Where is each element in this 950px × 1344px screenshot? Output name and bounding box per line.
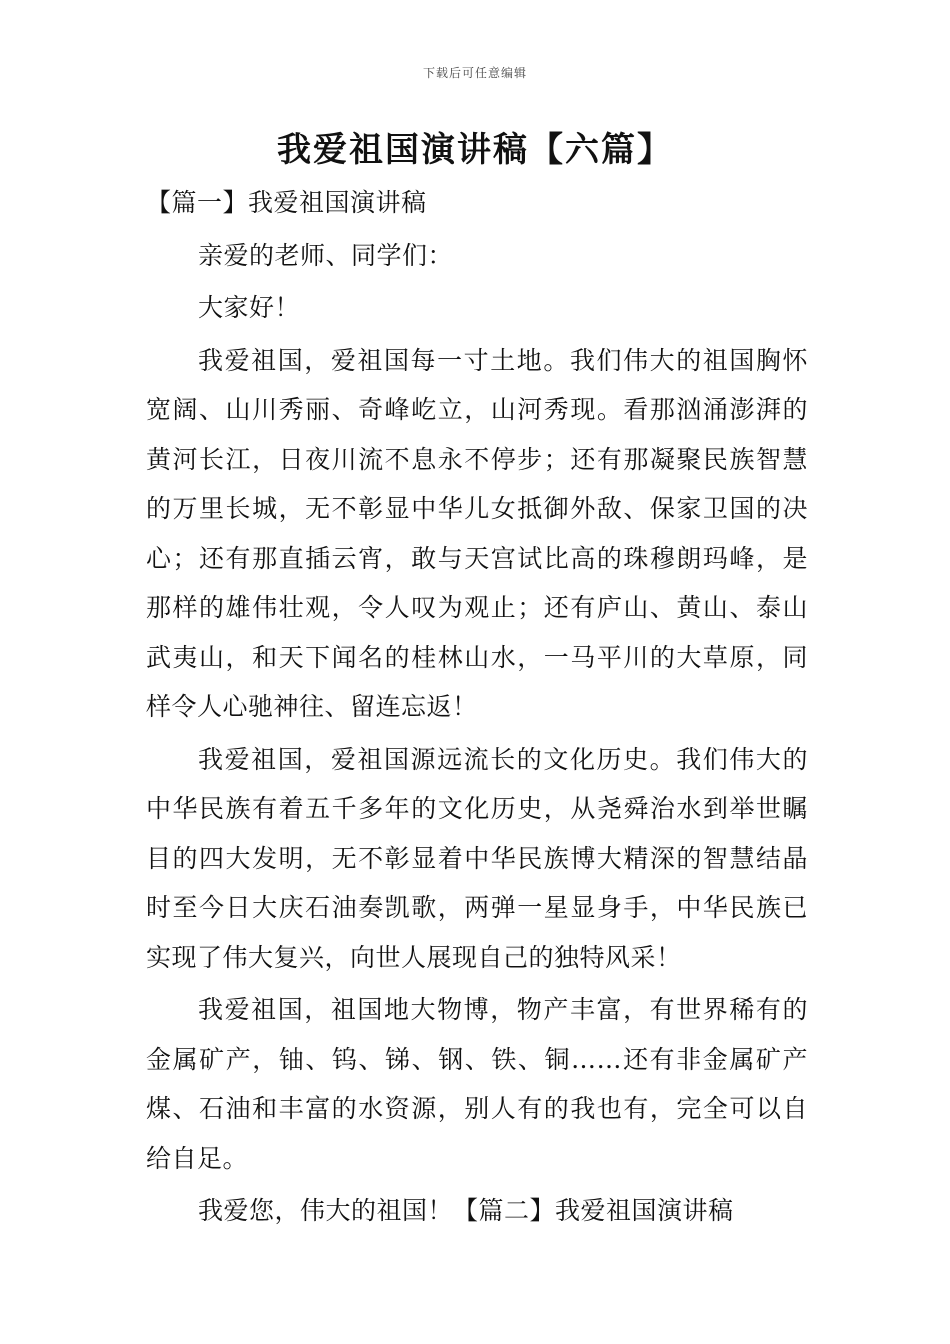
section-heading-1: 【篇一】我爱祖国演讲稿 — [146, 188, 427, 217]
paragraph-3: 我爱祖国，祖国地大物博，物产丰富，有世界稀有的金属矿产，铀、钨、锑、钢、铁、铜……还有非金属矿产煤、石油和丰富的水资源，别人有的我也有，完全可以自给自足。 — [146, 995, 808, 1173]
closing-line: 我爱您，伟大的祖国！【篇二】我爱祖国演讲稿 — [198, 1196, 734, 1225]
greeting-line: 亲爱的老师、同学们： — [198, 240, 454, 270]
paragraph-1: 我爱祖国，爱祖国每一寸土地。我们伟大的祖国胸怀宽阔、山川秀丽、奇峰屹立，山河秀现。看那汹涌澎湃的黄河长江，日夜川流不息永不停步；还有那凝聚民族智慧的万里长城，无不彰显中华儿女抵御外敌、保家卫国的决心；还有那直插云宵，敢与天宫试比高的珠穆朗玛峰，是那样的雄伟壮观，令人叹为观止；还有庐山、黄山、泰山武夷山，和天下闻名的桂林山水，一马平川的大草原，同样令人心驰神往、留连忘返！ — [146, 345, 808, 721]
paragraph-2: 我爱祖国，爱祖国源远流长的文化历史。我们伟大的中华民族有着五千多年的文化历史，从尧舜治水到举世瞩目的四大发明，无不彰显着中华民族博大精深的智慧结晶时至今日大庆石油奏凯歌，两弹一星显身手，中华民族已实现了伟大复兴，向世人展现自己的独特风采！ — [146, 744, 808, 972]
hello-line: 大家好！ — [198, 293, 301, 322]
document-title: 我爱祖国演讲稿【六篇】 — [277, 130, 673, 170]
document-body — [146, 178, 808, 1236]
header-note: 下载后可任意编辑 — [422, 66, 527, 80]
